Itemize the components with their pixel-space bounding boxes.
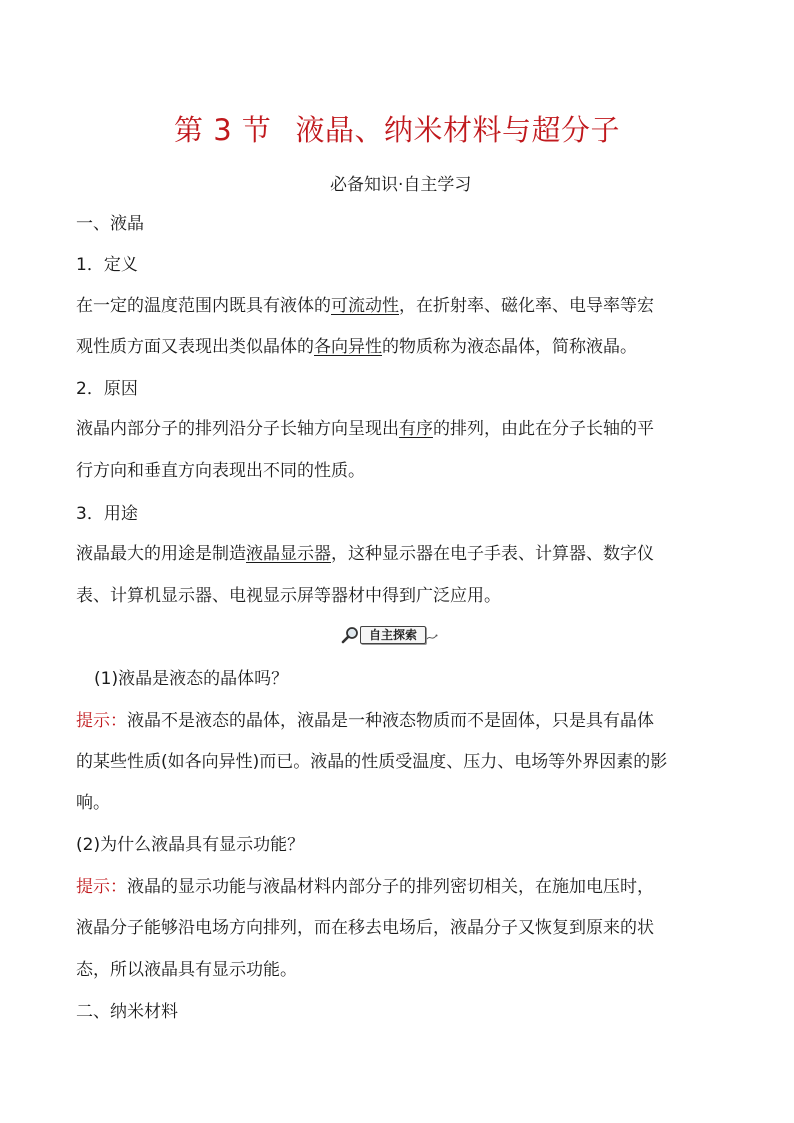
badge-flourish-icon bbox=[426, 627, 438, 643]
answer-2-line-3: 态，所以液晶具有显示功能。 bbox=[76, 960, 297, 980]
use-line-1: 液晶最大的用途是制造液晶显示器，这种显示器在电子手表、计算器、数字仪 bbox=[76, 544, 654, 564]
answer-2-line-1: 提示：液晶的显示功能与液晶材料内部分子的排列密切相关，在施加电压时， bbox=[76, 877, 654, 897]
hint-label: 提示： bbox=[76, 877, 127, 897]
answer-1-line-1: 提示：液晶不是液态的晶体，液晶是一种液态物质而不是固体，只是具有晶体 bbox=[76, 711, 654, 731]
keyword-ordered: 有序 bbox=[399, 419, 433, 439]
title-section-number: 第 3 节 bbox=[174, 113, 272, 147]
cause-line-1: 液晶内部分子的排列沿分子长轴方向呈现出有序的排列，由此在分子长轴的平 bbox=[76, 419, 654, 439]
keyword-anisotropy: 各向异性 bbox=[314, 337, 382, 357]
answer-1-line-2: 的某些性质(如各向异性)而已。液晶的性质受温度、压力、电场等外界因素的影 bbox=[76, 752, 668, 772]
section-heading-nanomaterials: 二、纳米材料 bbox=[76, 1002, 178, 1022]
keyword-lcd: 液晶显示器 bbox=[246, 544, 331, 564]
section-heading-liquid-crystal: 一、液晶 bbox=[76, 214, 144, 234]
self-exploration-badge bbox=[340, 625, 438, 645]
question-1: (1)液晶是液态的晶体吗？ bbox=[94, 669, 289, 689]
hint-label: 提示： bbox=[76, 711, 127, 731]
title-text: 液晶、纳米材料与超分子 bbox=[295, 113, 620, 147]
item-heading-definition: 1．定义 bbox=[76, 255, 138, 275]
answer-1-line-3: 响。 bbox=[76, 793, 110, 813]
use-line-2: 表、计算机显示器、电视显示屏等器材中得到广泛应用。 bbox=[76, 586, 501, 606]
definition-line-1: 在一定的温度范围内既具有液体的可流动性，在折射率、磁化率、电导率等宏 bbox=[76, 296, 654, 316]
keyword-fluidity: 可流动性 bbox=[331, 296, 399, 316]
question-2: (2)为什么液晶具有显示功能？ bbox=[76, 835, 305, 855]
magnifier-icon bbox=[340, 625, 360, 645]
page-subtitle: 必备知识·自主学习 bbox=[330, 175, 472, 195]
badge-label: 自主探索 bbox=[360, 626, 426, 644]
item-heading-cause: 2．原因 bbox=[76, 379, 138, 399]
page-title bbox=[0, 108, 794, 149]
item-heading-use: 3．用途 bbox=[76, 504, 138, 524]
answer-2-line-2: 液晶分子能够沿电场方向排列，而在移去电场后，液晶分子又恢复到原来的状 bbox=[76, 918, 654, 938]
cause-line-2: 行方向和垂直方向表现出不同的性质。 bbox=[76, 461, 365, 481]
definition-line-2: 观性质方面又表现出类似晶体的各向异性的物质称为液态晶体，简称液晶。 bbox=[76, 337, 637, 357]
